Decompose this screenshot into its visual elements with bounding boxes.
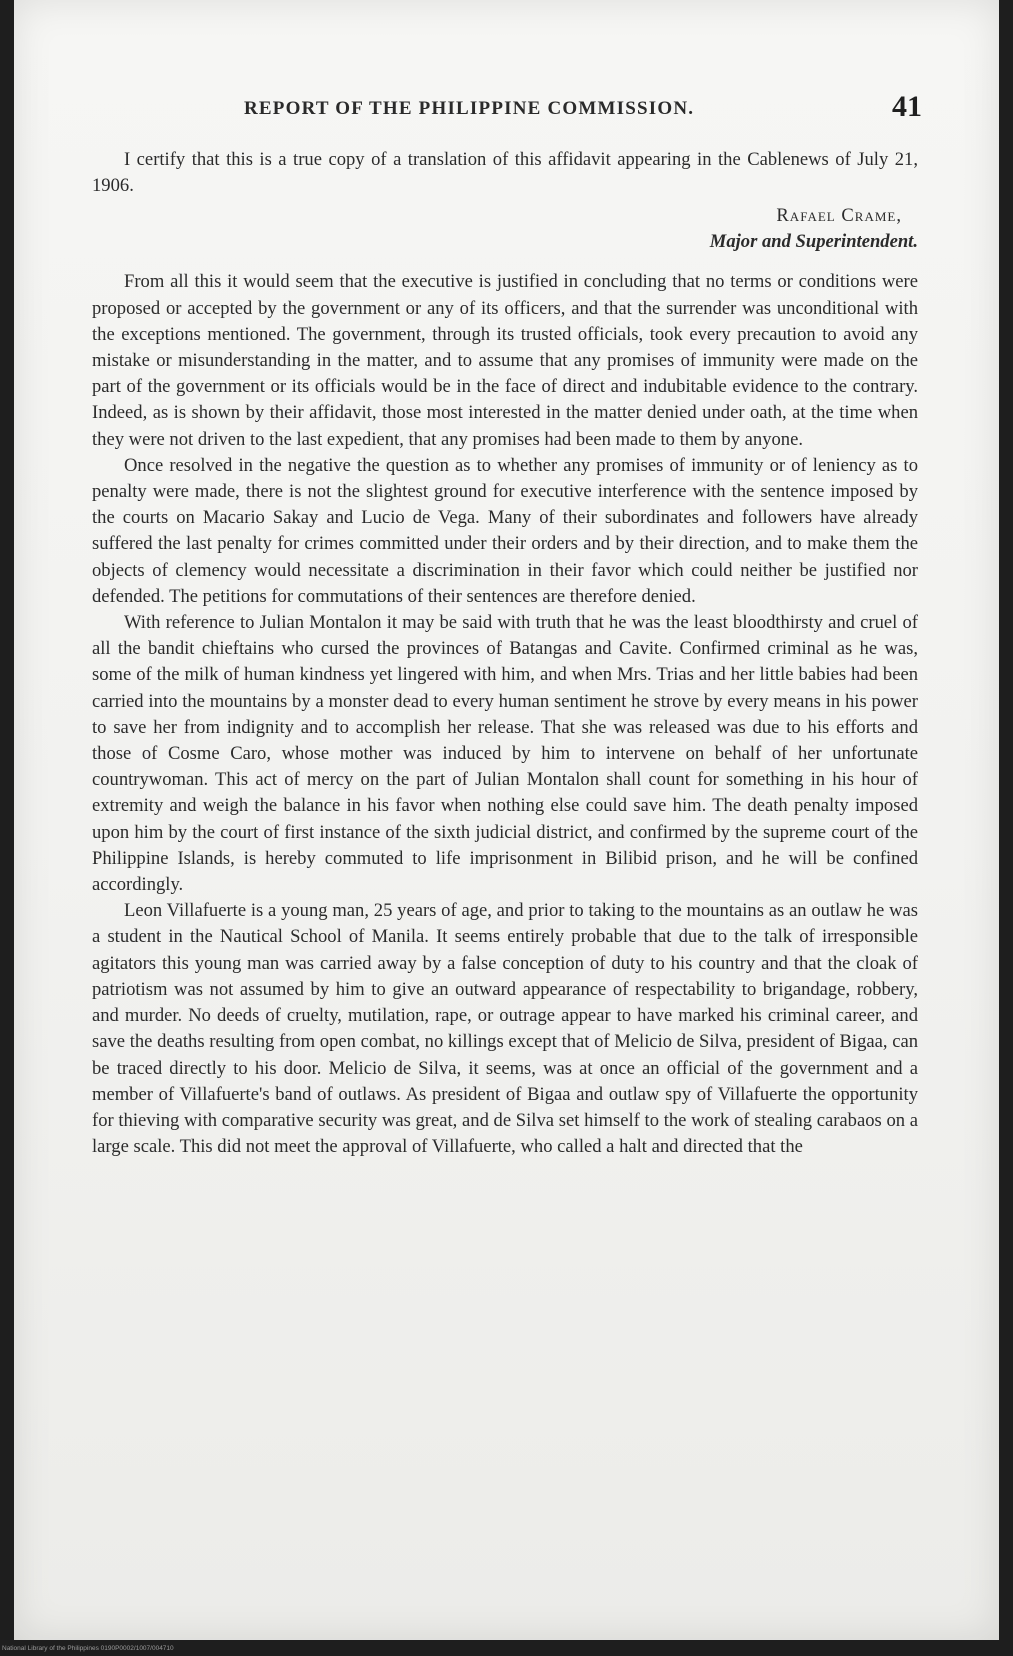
page-body (92, 147, 918, 1160)
signer-title: Major and Superintendent. (709, 231, 918, 253)
document-page (14, 0, 999, 1640)
paragraph-montalon: With reference to Julian Montalon it may be said with truth that he was the least bloodthirsty and cruel of all the bandit chieftains who cursed the provinces of Batangas and Cavite. Confirmed criminal as he was, some of the milk of human kindness yet lingered with him, and when Mrs. Trias and her little babies had been carried into the mountains by a monster dead to every human sentiment he strove by every means in his power to save her from indignity and to accomplish her release. That she was released was due to his efforts and those of Cosme Caro, whose mother was induced by him to intervene on behalf of her unfortunate countrywoman. This act of mercy on the part of Julian Montalon shall count for something in his hour of extremity and weigh the balance in his favor when nothing else could save him. The death penalty imposed upon him by the court of first instance of the sixth judicial district, and confirmed by the supreme court of the Philippine Islands, is hereby commuted to life imprisonment in Bilibid prison, and he will be confined accordingly. (92, 612, 918, 896)
paragraph-villafuerte: Leon Villafuerte is a young man, 25 years of age, and prior to taking to the mountains as an outlaw he was a student in the Nautical School of Manila. It seems entirely probable that due to the talk of irresponsible agitators this young man was carried away by a false conception of duty to his country and that the cloak of patriotism was not assumed by him to give an outward appearance of respectability to brigandage, robbery, and murder. No deeds of cruelty, mutilation, rape, or outrage appear to have marked his criminal career, and save the deaths resulting from open combat, no killings except that of Melicio de Silva, president of Bigaa, can be traced directly to his door. Melicio de Silva, it seems, was at once an official of the government and a member of Villafuerte's band of outlaws. As president of Bigaa and outlaw spy of Villafuerte the opportunity for thieving with comparative security was great, and de Silva set himself to the work of stealing carabaos on a large scale. This did not meet the approval of Villafuerte, who called a halt and directed that the (92, 900, 918, 1158)
paragraph-sakay-de-vega: Once resolved in the negative the question as to whether any promises of immunity or of leniency as to penalty were made, there is not the slightest ground for executive interference with the sentence imposed by the courts on Macario Sakay and Lucio de Vega. Many of their subordinates and followers have already suffered the last penalty for crimes committed under their orders and by their direction, and to make them the objects of clemency would necessitate a discrimination in their favor which could neither be justified nor defended. The petitions for commutations of their sentences are therefore denied. (92, 454, 918, 607)
page-number: 41 (892, 90, 922, 123)
signer-name: Rafael Crame, (776, 205, 902, 227)
paragraph-conclusion: From all this it would seem that the executive is justified in concluding that no terms or conditions were proposed or accepted by the government or any of its officers, and that the surrender was unconditional with the exceptions mentioned. The government, through its trusted officials, took every precaution to avoid any mistake or misunderstanding in the matter, and to assume that any promises of immunity were made on the part of the government or its officials would be in the face of direct and indubitable evidence to the contrary. Indeed, as is shown by their affidavit, those most interested in the matter denied under oath, at the time when they were not driven to the last expedient, that any promises had been made to them by anyone. (92, 271, 918, 450)
certification-statement: I certify that this is a true copy of a translation of this affidavit appearing in the Cablenews of July 21, 1906. (92, 149, 918, 197)
archive-footer: National Library of the Philippines 0190P0002/1007/004710 (2, 1645, 174, 1652)
signature-block (92, 203, 918, 255)
running-head-title: REPORT OF THE PHILIPPINE COMMISSION. (244, 98, 695, 119)
